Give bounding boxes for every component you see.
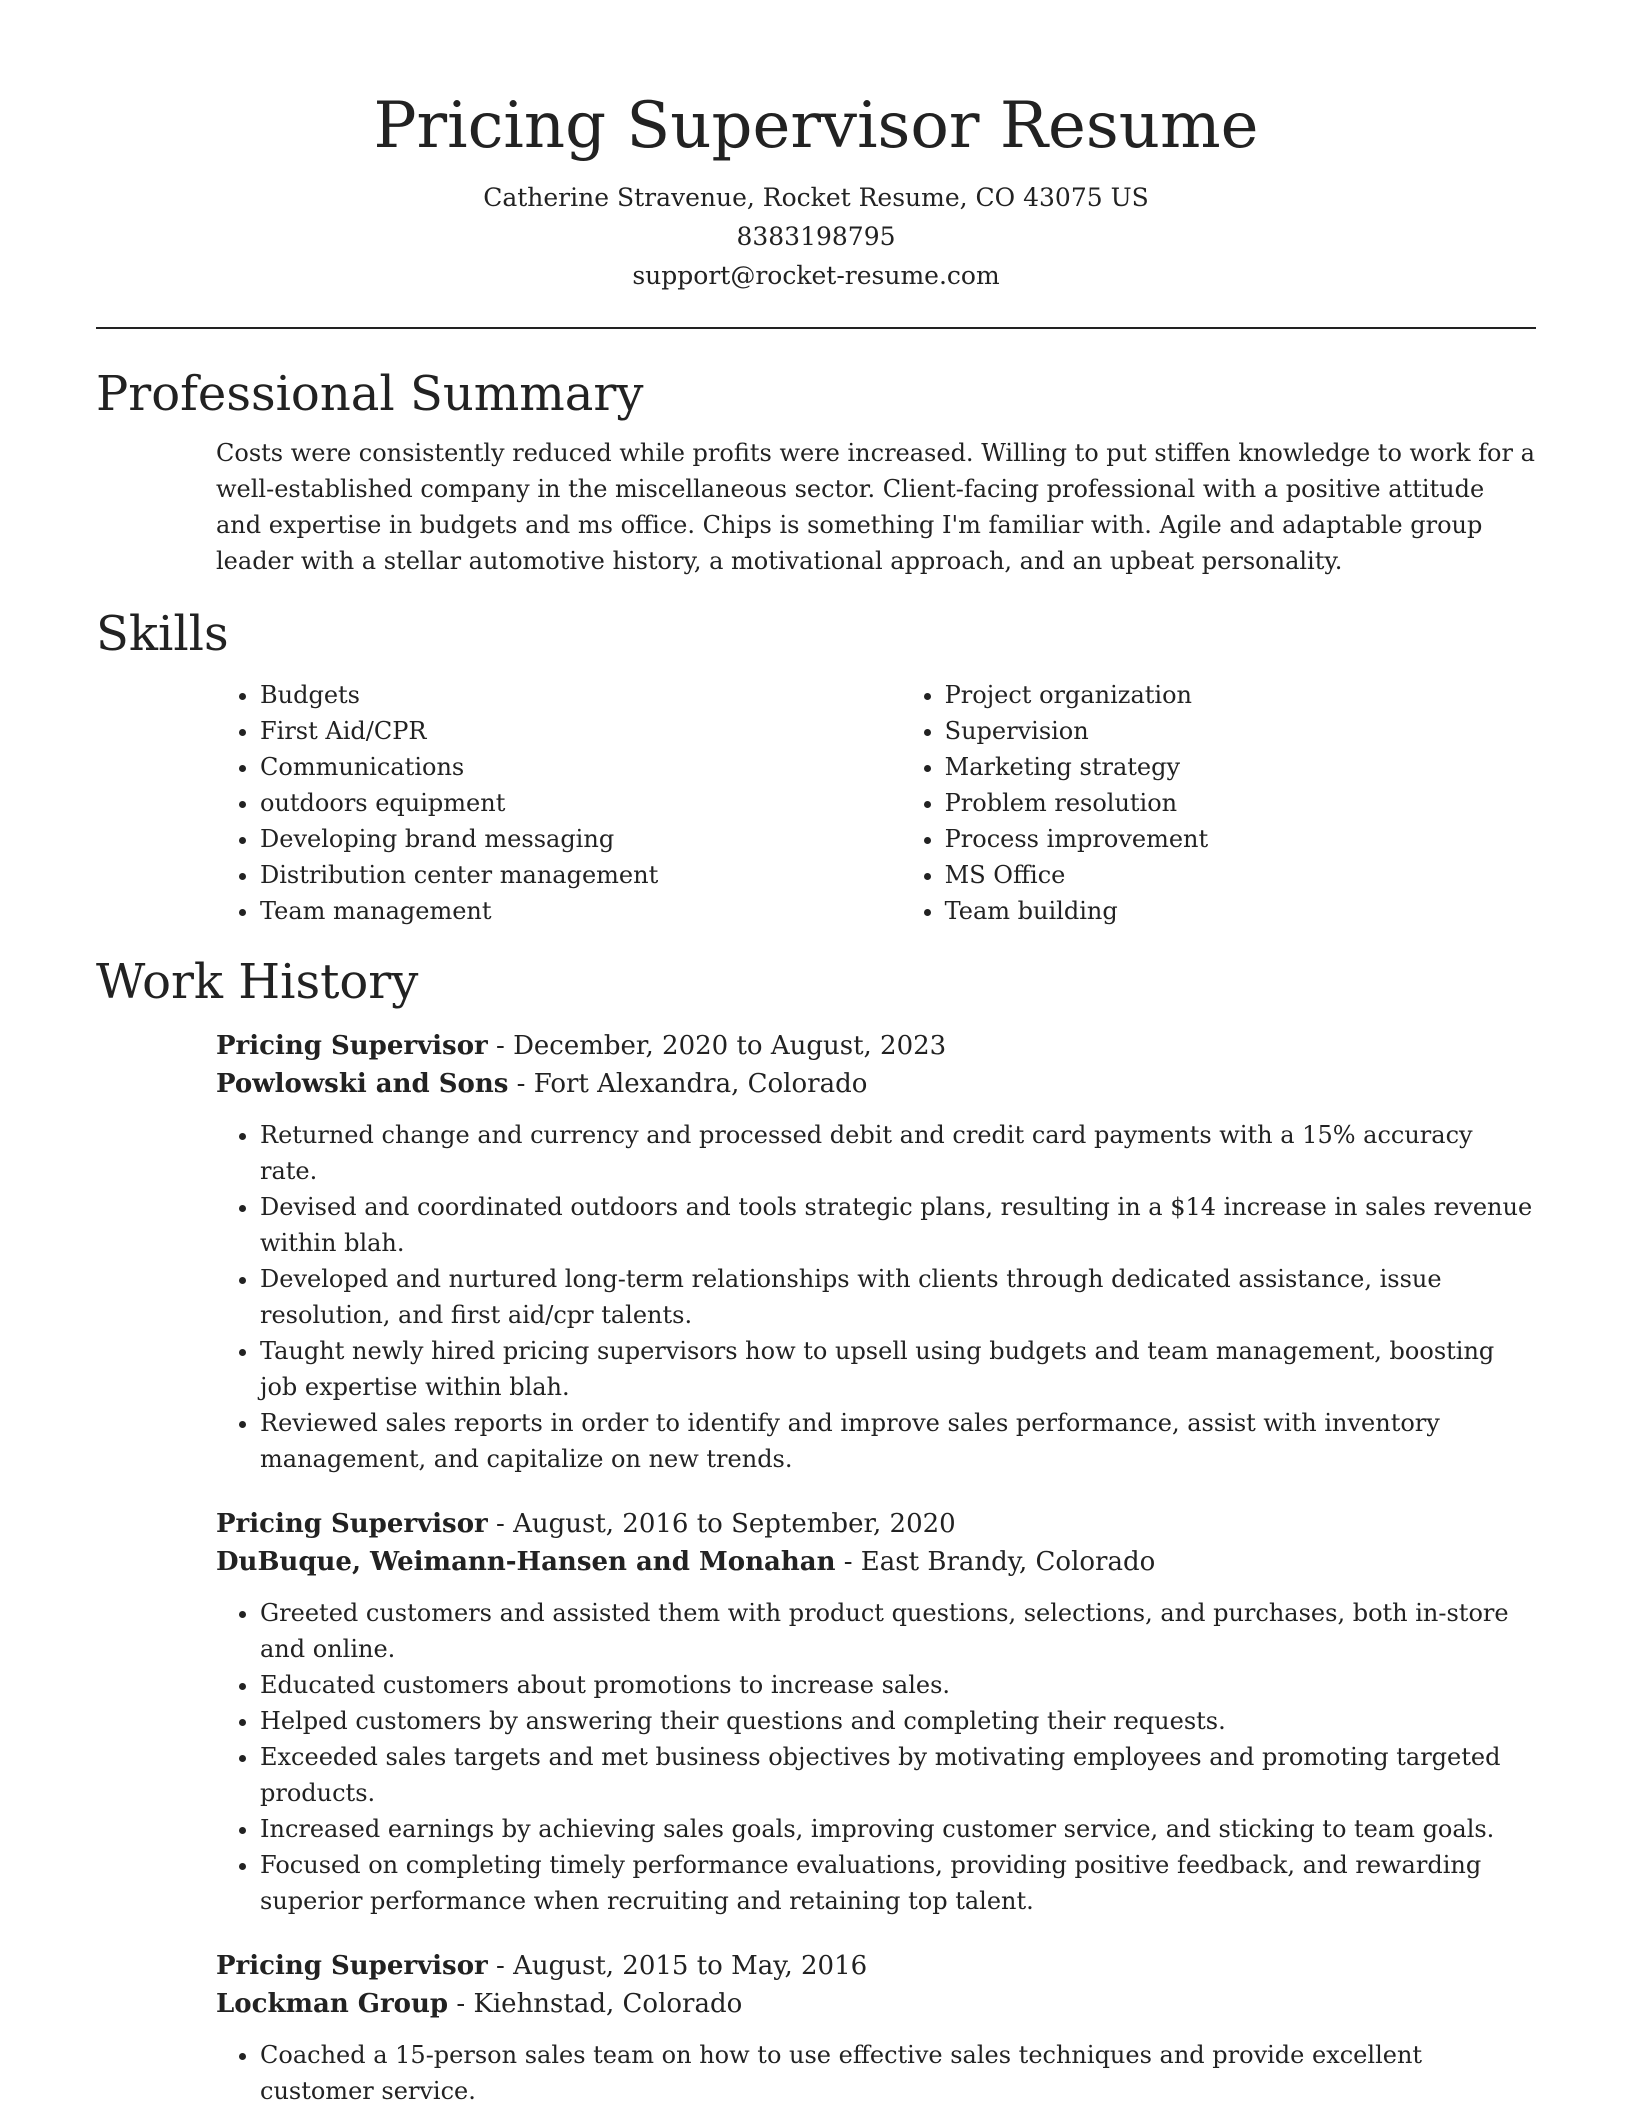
job-bullet: • Greeted customers and assisted them with product questions, selections, and purchases, both in-store and online. — [260, 1595, 1536, 1667]
job-bullets — [216, 1595, 1536, 1919]
skill-item: • First Aid/CPR — [260, 713, 901, 749]
skill-item: • outdoors equipment — [260, 785, 901, 821]
job-bullet: • Helped customers by answering their questions and completing their requests. — [260, 1703, 1536, 1739]
job-bullet: • Returned change and currency and processed debit and credit card payments with a 15% accuracy rate. — [260, 1117, 1536, 1189]
job-separator: - — [835, 1547, 861, 1577]
skill-item: • Project organization — [945, 677, 1536, 713]
contact-email: support@rocket-resume.com — [632, 261, 1000, 290]
job-title: Pricing Supervisor — [216, 1951, 488, 1981]
job-separator: - — [487, 1951, 514, 1981]
job-entry — [216, 1505, 1536, 1919]
header-divider — [96, 327, 1536, 329]
resume-title: Pricing Supervisor Resume — [373, 89, 1259, 163]
job-location: Kiehnstad, Colorado — [473, 1989, 743, 2019]
job-title: Pricing Supervisor — [216, 1031, 488, 1061]
skill-item: • Supervision — [945, 713, 1536, 749]
job-bullet: • Exceeded sales targets and met business objectives by motivating employees and promoting targeted products. — [260, 1739, 1536, 1811]
skill-item: • Communications — [260, 749, 901, 785]
job-bullet: • Taught newly hired pricing supervisors how to upsell using budgets and team management, boosting job expertise within blah. — [260, 1333, 1536, 1405]
job-separator: - — [487, 1509, 514, 1539]
job-bullet: • Developed and nurtured long-term relationships with clients through dedicated assistance, issue resolution, and first aid/cpr talents. — [260, 1261, 1536, 1333]
job-company: DuBuque, Weimann-Hansen and Monahan — [216, 1547, 836, 1577]
summary-text: Costs were consistently reduced while profits were increased. Willing to put stiffen knowledge to work for a well-established company in the miscellaneous sector. Client-facing professional with a positive attitude and expertise in budgets and ms office. Chips is something I'm familiar with. Agile and adaptable group leader with a stellar automotive history, a motivational approach, and an upbeat personality. — [216, 439, 1535, 575]
skill-item: • Budgets — [260, 677, 901, 713]
job-entry — [216, 1947, 1536, 2109]
job-dates: December, 2020 to August, 2023 — [513, 1031, 947, 1061]
work-history-heading: Work History — [96, 954, 419, 1010]
job-company-line — [216, 1543, 1536, 1581]
job-title-line — [216, 1947, 1536, 1985]
job-bullets — [216, 1117, 1536, 1477]
job-dates: August, 2015 to May, 2016 — [513, 1951, 868, 1981]
skills-heading: Skills — [96, 606, 229, 662]
skill-item: • Marketing strategy — [945, 749, 1536, 785]
job-separator: - — [448, 1989, 474, 2019]
resume-page — [96, 0, 1536, 2109]
job-bullets — [216, 2037, 1536, 2109]
job-company-line — [216, 1065, 1536, 1103]
skill-item: • Process improvement — [945, 821, 1536, 857]
contact-address: Catherine Stravenue, Rocket Resume, CO 43075 US — [483, 183, 1149, 212]
job-location: East Brandy, Colorado — [860, 1547, 1156, 1577]
skills-list — [216, 677, 1536, 929]
job-dates: August, 2016 to September, 2020 — [513, 1509, 956, 1539]
job-title: Pricing Supervisor — [216, 1509, 488, 1539]
job-bullet: • Focused on completing timely performance evaluations, providing positive feedback, and rewarding superior performance when recruiting and retaining top talent. — [260, 1847, 1536, 1919]
contact-block — [96, 178, 1536, 295]
job-title-line — [216, 1505, 1536, 1543]
skill-item: • Developing brand messaging — [260, 821, 901, 857]
job-bullet: • Devised and coordinated outdoors and tools strategic plans, resulting in a $14 increase in sales revenue within blah. — [260, 1189, 1536, 1261]
skills-column-left — [216, 677, 901, 929]
skill-item: • MS Office — [945, 857, 1536, 893]
skill-item: • Team building — [945, 893, 1536, 929]
job-location: Fort Alexandra, Colorado — [533, 1069, 868, 1099]
job-separator: - — [487, 1031, 514, 1061]
skill-item: • Team management — [260, 893, 901, 929]
job-separator: - — [508, 1069, 534, 1099]
job-company: Lockman Group — [216, 1989, 449, 2019]
job-company-line — [216, 1985, 1536, 2023]
job-bullet: • Educated customers about promotions to increase sales. — [260, 1667, 1536, 1703]
job-company: Powlowski and Sons — [216, 1069, 509, 1099]
contact-phone: 8383198795 — [736, 222, 896, 251]
job-bullet: • Increased earnings by achieving sales goals, improving customer service, and sticking to team goals. — [260, 1811, 1536, 1847]
job-bullet: • Coached a 15-person sales team on how to use effective sales techniques and provide excellent customer service. — [260, 2037, 1536, 2109]
job-entry — [216, 1027, 1536, 1477]
skills-column-right — [901, 677, 1536, 929]
job-bullet: • Reviewed sales reports in order to identify and improve sales performance, assist with inventory management, and capitalize on new trends. — [260, 1405, 1536, 1477]
summary-heading: Professional Summary — [96, 366, 644, 422]
skill-item: • Problem resolution — [945, 785, 1536, 821]
skill-item: • Distribution center management — [260, 857, 901, 893]
job-title-line — [216, 1027, 1536, 1065]
